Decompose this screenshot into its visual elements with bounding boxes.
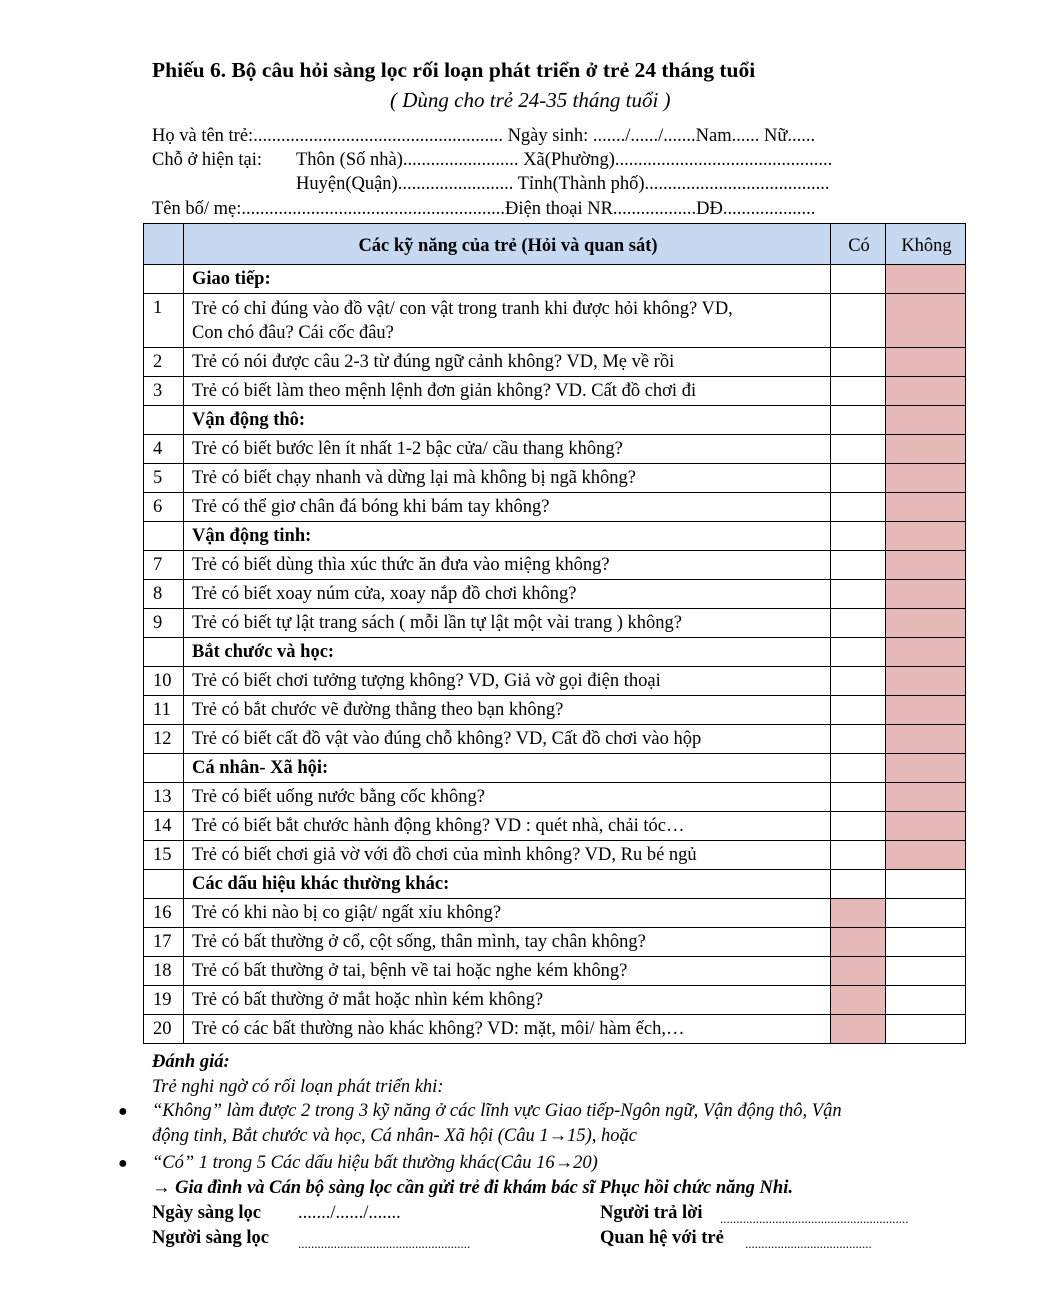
- question-text: Trẻ có biết bắt chước hành động không? VD : quét nhà, chải tóc…: [184, 812, 831, 841]
- evaluation-heading: Đánh giá:: [152, 1052, 230, 1072]
- category-label: Bắt chước và học:: [184, 638, 831, 667]
- question-row: [144, 493, 966, 522]
- row-number: [144, 754, 184, 783]
- header-no: Không: [886, 224, 966, 265]
- category-label: Cá nhân- Xã hội:: [184, 754, 831, 783]
- yes-cell[interactable]: [831, 609, 886, 638]
- question-row: [144, 725, 966, 754]
- question-row: [144, 464, 966, 493]
- row-number: 6: [144, 493, 184, 522]
- question-text: Trẻ có nói được câu 2-3 từ đúng ngữ cảnh không? VD, Mẹ về rồi: [184, 348, 831, 377]
- bullet-icon: ●: [118, 1103, 128, 1120]
- row-number: 4: [144, 435, 184, 464]
- row-number: 5: [144, 464, 184, 493]
- yes-cell[interactable]: [831, 725, 886, 754]
- question-row: [144, 377, 966, 406]
- question-row: [144, 1015, 966, 1044]
- no-cell[interactable]: [886, 812, 966, 841]
- question-text: Trẻ có khi nào bị co giật/ ngất xỉu không?: [184, 899, 831, 928]
- bullet-icon: ●: [118, 1155, 128, 1172]
- row-number: [144, 522, 184, 551]
- no-cell[interactable]: [886, 493, 966, 522]
- row-number: [144, 870, 184, 899]
- yes-cell[interactable]: [831, 812, 886, 841]
- criterion-2: “Có” 1 trong 5 Các dấu hiệu bất thường khác(Câu 16→20): [152, 1153, 598, 1173]
- question-text: Trẻ có biết cất đồ vật vào đúng chỗ không? VD, Cất đồ chơi vào hộp: [184, 725, 831, 754]
- no-cell[interactable]: [886, 899, 966, 928]
- yes-cell[interactable]: [831, 899, 886, 928]
- question-text: Trẻ có biết uống nước bằng cốc không?: [184, 783, 831, 812]
- no-cell[interactable]: [886, 406, 966, 435]
- yes-cell[interactable]: [831, 638, 886, 667]
- header-skill: Các kỹ năng của trẻ (Hỏi và quan sát): [184, 224, 831, 265]
- row-number: 9: [144, 609, 184, 638]
- relationship-field[interactable]: .......................................: [745, 1236, 872, 1251]
- no-cell[interactable]: [886, 667, 966, 696]
- row-number: 14: [144, 812, 184, 841]
- category-row: [144, 870, 966, 899]
- category-row: [144, 638, 966, 667]
- screener-field[interactable]: .....................................................: [298, 1236, 471, 1251]
- row-number: 13: [144, 783, 184, 812]
- question-text: Trẻ có biết chơi tưởng tượng không? VD, Giả vờ gọi điện thoại: [184, 667, 831, 696]
- row-number: 11: [144, 696, 184, 725]
- no-cell[interactable]: [886, 783, 966, 812]
- category-label: Vận động tinh:: [184, 522, 831, 551]
- question-row: [144, 551, 966, 580]
- yes-cell[interactable]: [831, 986, 886, 1015]
- yes-cell[interactable]: [831, 928, 886, 957]
- no-cell[interactable]: [886, 928, 966, 957]
- yes-cell[interactable]: [831, 783, 886, 812]
- relationship-label: Quan hệ với trẻ: [600, 1228, 724, 1248]
- question-row: [144, 928, 966, 957]
- row-number: 3: [144, 377, 184, 406]
- yes-cell[interactable]: [831, 841, 886, 870]
- no-cell[interactable]: [886, 294, 966, 348]
- evaluation-intro: Trẻ nghi ngờ có rối loạn phát triển khi:: [152, 1077, 444, 1097]
- row-number: 17: [144, 928, 184, 957]
- question-text: Trẻ có biết chạy nhanh và dừng lại mà không bị ngã không?: [184, 464, 831, 493]
- question-row: [144, 580, 966, 609]
- question-row: [144, 986, 966, 1015]
- question-text: Trẻ có biết tự lật trang sách ( mỗi lần tự lật một vài trang ) không?: [184, 609, 831, 638]
- question-text: Trẻ có thể giơ chân đá bóng khi bám tay không?: [184, 493, 831, 522]
- yes-cell[interactable]: [831, 870, 886, 899]
- yes-cell[interactable]: [831, 522, 886, 551]
- form-subtitle: ( Dùng cho trẻ 24-35 tháng tuổi ): [390, 88, 671, 112]
- no-cell[interactable]: [886, 986, 966, 1015]
- question-row: [144, 841, 966, 870]
- question-row: [144, 667, 966, 696]
- question-text: Trẻ có biết dùng thìa xúc thức ăn đưa vào miệng không?: [184, 551, 831, 580]
- question-row: [144, 899, 966, 928]
- table-header-row: [144, 224, 966, 265]
- question-text: Trẻ có bất thường ở cổ, cột sống, thân mình, tay chân không?: [184, 928, 831, 957]
- row-number: 1: [144, 294, 184, 348]
- no-cell[interactable]: [886, 609, 966, 638]
- row-number: [144, 265, 184, 294]
- parent-info-line: Tên bố/ mẹ:.........................................................Điện thoại NR..................DĐ....................: [152, 199, 816, 219]
- question-text-line: Con chó đâu? Cái cốc đâu?: [192, 322, 394, 343]
- yes-cell[interactable]: [831, 696, 886, 725]
- yes-cell[interactable]: [831, 294, 886, 348]
- yes-cell[interactable]: [831, 667, 886, 696]
- screening-date-label: Ngày sàng lọc: [152, 1203, 261, 1223]
- question-text: Trẻ có các bất thường nào khác không? VD: mặt, môi/ hàm ếch,…: [184, 1015, 831, 1044]
- question-text-line: Trẻ có chỉ đúng vào đồ vật/ con vật trong tranh khi được hỏi không? VD,: [192, 298, 733, 319]
- question-row: [144, 609, 966, 638]
- question-row: [144, 294, 966, 348]
- yes-cell[interactable]: [831, 957, 886, 986]
- screening-date-field[interactable]: ......./....../.......: [298, 1203, 401, 1223]
- no-cell[interactable]: [886, 464, 966, 493]
- question-row: [144, 348, 966, 377]
- no-cell[interactable]: [886, 265, 966, 294]
- no-cell[interactable]: [886, 696, 966, 725]
- question-text: Trẻ có biết chơi giả vờ với đồ chơi của mình không? VD, Ru bé ngủ: [184, 841, 831, 870]
- question-row: [144, 957, 966, 986]
- row-number: 20: [144, 1015, 184, 1044]
- yes-cell[interactable]: [831, 1015, 886, 1044]
- screening-table: [143, 223, 966, 1044]
- yes-cell[interactable]: [831, 551, 886, 580]
- no-cell[interactable]: [886, 841, 966, 870]
- yes-cell[interactable]: [831, 265, 886, 294]
- category-row: [144, 265, 966, 294]
- question-text: Trẻ có bất thường ở mắt hoặc nhìn kém không?: [184, 986, 831, 1015]
- criterion-1-line: “Không” làm được 2 trong 3 kỹ năng ở các lĩnh vực Giao tiếp-Ngôn ngữ, Vận động thô, Vận: [152, 1101, 842, 1121]
- row-number: 10: [144, 667, 184, 696]
- no-cell[interactable]: [886, 957, 966, 986]
- question-row: [144, 696, 966, 725]
- category-row: [144, 406, 966, 435]
- row-number: 2: [144, 348, 184, 377]
- row-number: 7: [144, 551, 184, 580]
- yes-cell[interactable]: [831, 464, 886, 493]
- row-number: [144, 638, 184, 667]
- no-cell[interactable]: [886, 435, 966, 464]
- no-cell[interactable]: [886, 870, 966, 899]
- category-label: Giao tiếp:: [184, 265, 831, 294]
- child-info-line: Họ và tên trẻ:...................................................... Ngày sinh: ......./....../.......Nam...... Nữ......: [152, 126, 816, 146]
- yes-cell[interactable]: [831, 406, 886, 435]
- criterion-1-line: động tinh, Bắt chước và học, Cá nhân- Xã hội (Câu 1→15), hoặc: [152, 1126, 637, 1146]
- referral-conclusion: → Gia đình và Cán bộ sàng lọc cần gửi trẻ đi khám bác sĩ Phục hồi chức năng Nhi.: [152, 1178, 793, 1198]
- question-text: Trẻ có biết làm theo mệnh lệnh đơn giản không? VD. Cất đồ chơi đi: [184, 377, 831, 406]
- row-number: 15: [144, 841, 184, 870]
- no-cell[interactable]: [886, 1015, 966, 1044]
- yes-cell[interactable]: [831, 348, 886, 377]
- question-row: [144, 783, 966, 812]
- row-number: 19: [144, 986, 184, 1015]
- header-yes: Có: [831, 224, 886, 265]
- question-row: [144, 435, 966, 464]
- category-label: Vận động thô:: [184, 406, 831, 435]
- yes-cell[interactable]: [831, 493, 886, 522]
- category-label: Các dấu hiệu khác thường khác:: [184, 870, 831, 899]
- row-number: 18: [144, 957, 184, 986]
- no-cell[interactable]: [886, 551, 966, 580]
- no-cell[interactable]: [886, 754, 966, 783]
- no-cell[interactable]: [886, 348, 966, 377]
- row-number: 8: [144, 580, 184, 609]
- no-cell[interactable]: [886, 377, 966, 406]
- question-text: Trẻ có biết bước lên ít nhất 1-2 bậc cửa/ cầu thang không?: [184, 435, 831, 464]
- row-number: 16: [144, 899, 184, 928]
- respondent-field[interactable]: ..........................................................: [720, 1211, 909, 1226]
- category-row: [144, 754, 966, 783]
- no-cell[interactable]: [886, 638, 966, 667]
- screener-label: Người sàng lọc: [152, 1228, 269, 1248]
- question-text: Trẻ có bắt chước vẽ đường thẳng theo bạn không?: [184, 696, 831, 725]
- district-line: Huyện(Quận)......................... Tỉnh(Thành phố)........................................: [296, 174, 830, 194]
- yes-cell[interactable]: [831, 580, 886, 609]
- row-number: [144, 406, 184, 435]
- question-row: [144, 812, 966, 841]
- question-text: Trẻ có biết xoay núm cửa, xoay nắp đồ chơi không?: [184, 580, 831, 609]
- form-title: Phiếu 6. Bộ câu hỏi sàng lọc rối loạn phát triển ở trẻ 24 tháng tuổi: [152, 58, 756, 82]
- no-cell[interactable]: [886, 580, 966, 609]
- category-row: [144, 522, 966, 551]
- row-number: 12: [144, 725, 184, 754]
- header-number: [144, 224, 184, 265]
- question-text: Trẻ có bất thường ở tai, bệnh về tai hoặc nghe kém không?: [184, 957, 831, 986]
- question-text: [184, 294, 831, 348]
- no-cell[interactable]: [886, 725, 966, 754]
- respondent-label: Người trả lời: [600, 1203, 703, 1223]
- address-label: Chỗ ở hiện tại:: [152, 150, 262, 170]
- yes-cell[interactable]: [831, 754, 886, 783]
- yes-cell[interactable]: [831, 435, 886, 464]
- address-line: Thôn (Số nhà)......................... Xã(Phường)...............................................: [296, 150, 833, 170]
- yes-cell[interactable]: [831, 377, 886, 406]
- no-cell[interactable]: [886, 522, 966, 551]
